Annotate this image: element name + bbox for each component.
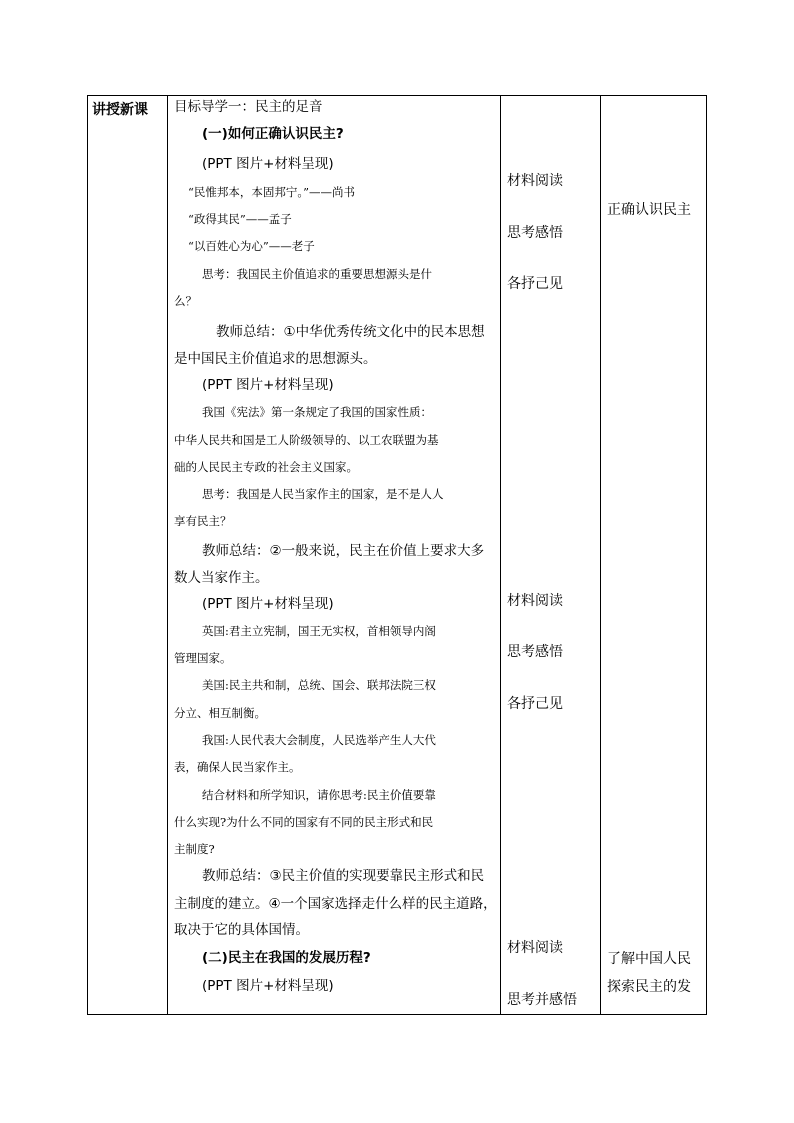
content-line: 取决于它的具体国情。: [174, 922, 309, 938]
column-divider-2: [500, 95, 501, 1015]
content-line: “以百姓心为心”——老子: [188, 239, 315, 253]
content-line: 分立、相互制衡。: [174, 706, 266, 720]
intent-text: 探索民主的发: [607, 979, 691, 995]
content-line: 我国《宪法》第一条规定了我国的国家性质：: [202, 405, 432, 419]
activity-label: 材料阅读: [507, 940, 563, 956]
content-line: 教师总结：①中华优秀传统文化中的民本思想: [216, 324, 485, 340]
activity-label: 各抒己见: [507, 276, 563, 292]
content-line: 享有民主？: [174, 514, 232, 528]
content-line: 础的人民民主专政的社会主义国家。: [174, 460, 358, 474]
content-line: 目标导学一：民主的足音: [174, 99, 323, 115]
activity-label: 思考感悟: [507, 225, 563, 241]
content-line: (PPT 图片+材料呈现): [202, 596, 334, 612]
content-line: 教师总结：②一般来说，民主在价值上要求大多: [202, 543, 485, 559]
section-label: 讲授新课: [92, 102, 148, 118]
content-line: 英国:君主立宪制，国王无实权，首相领导内阁: [202, 624, 436, 638]
content-line: (二)民主在我国的发展历程?: [202, 950, 371, 966]
table-bottom-border: [87, 1014, 707, 1015]
content-line: 思考：我国民主价值追求的重要思想源头是什: [202, 267, 432, 281]
column-divider-3: [600, 95, 601, 1015]
content-line: “政得其民”——孟子: [188, 212, 292, 226]
content-line: 数人当家作主。: [174, 570, 269, 586]
activity-label: 材料阅读: [507, 173, 563, 189]
content-line: (PPT 图片+材料呈现): [202, 978, 334, 994]
content-line: “民惟邦本，本固邦宁。”——尚书: [188, 185, 356, 199]
activity-label: 思考感悟: [507, 644, 563, 660]
content-line: 管理国家。: [174, 651, 232, 665]
content-line: (PPT 图片+材料呈现): [202, 156, 334, 172]
content-line: 么？: [174, 294, 197, 308]
content-line: 中华人民共和国是工人阶级领导的、以工农联盟为基: [174, 433, 439, 447]
activity-label: 各抒己见: [507, 696, 563, 712]
column-divider-1: [167, 95, 168, 1015]
content-line: 思考：我国是人民当家作主的国家，是不是人人: [202, 487, 444, 501]
content-line: (一)如何正确认识民主?: [202, 126, 344, 142]
table-left-border: [87, 95, 88, 1015]
activity-label: 思考并感悟: [507, 992, 577, 1008]
content-line: 主制度?: [174, 842, 215, 856]
activity-label: 材料阅读: [507, 593, 563, 609]
intent-text: 正确认识民主: [607, 202, 691, 218]
content-line: 主制度的建立。④一个国家选择走什么样的民主道路，: [174, 896, 497, 912]
content-line: 是中国民主价值追求的思想源头。: [174, 351, 377, 367]
content-line: 教师总结：③民主价值的实现要靠民主形式和民: [202, 868, 485, 884]
content-line: (PPT 图片+材料呈现): [202, 377, 334, 393]
content-line: 美国:民主共和制，总统、国会、联邦法院三权: [202, 678, 436, 692]
content-line: 结合材料和所学知识，请你思考:民主价值要靠: [202, 788, 436, 802]
content-line: 表，确保人民当家作主。: [174, 760, 301, 774]
content-line: 我国:人民代表大会制度，人民选举产生人大代: [202, 733, 436, 747]
intent-text: 了解中国人民: [607, 951, 691, 967]
content-line: 什么实现?为什么不同的国家有不同的民主形式和民: [174, 815, 434, 829]
table-right-border: [706, 95, 707, 1015]
